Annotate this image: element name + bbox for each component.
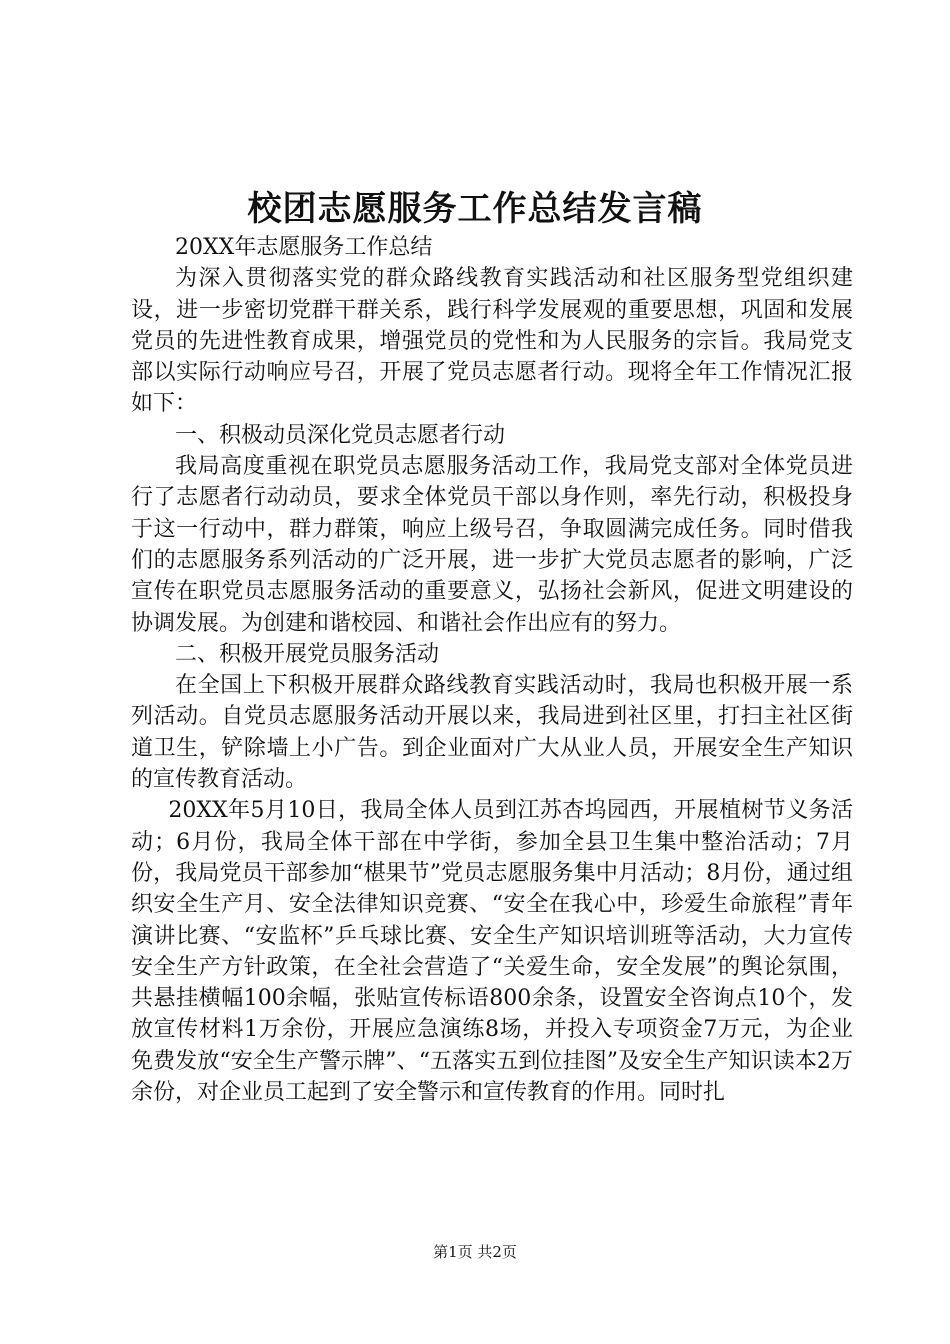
document-body bbox=[131, 232, 853, 1108]
section-1-paragraph: 我局高度重视在职党员志愿服务活动工作，我局党支部对全体党员进行了志愿者行动动员，要求全体党员干部以身作则，率先行动，积极投身于这一行动中，群力群策，响应上级号召，争取圆满完成任务。同时借我们的志愿服务系列活动的广泛开展，进一步扩大党员志愿者的影响，广泛宣传在职党员志愿服务活动的重要意义，弘扬社会新风，促进文明建设的协调发展。为创建和谐校园、和谐社会作出应有的努力。 bbox=[131, 454, 853, 636]
page-footer: 第1页 共2页 bbox=[433, 1243, 517, 1261]
section-heading-1: 一、积极动员深化党员志愿者行动 bbox=[175, 422, 506, 448]
subtitle-paragraph: 20XX年志愿服务工作总结 bbox=[175, 235, 433, 260]
intro-paragraph: 为深入贯彻落实党的群众路线教育实践活动和社区服务型党组织建设，进一步密切党群干群关系，践行科学发展观的重要思想，巩固和发展党员的先进性教育成果，增强党员的党性和为人民服务的宗旨。我局党支部以实际行动响应号召，开展了党员志愿者行动。现将全年工作情况汇报如下： bbox=[131, 266, 853, 417]
section-2-paragraph: 在全国上下积极开展群众路线教育实践活动时，我局也积极开展一系列活动。自党员志愿服务活动开展以来，我局进到社区里，打扫主社区街道卫生，铲除墙上小广告。到企业面对广大从业人员，开展安全生产知识的宣传教育活动。 bbox=[131, 673, 853, 793]
activities-paragraph: 20XX年5月10日，我局全体人员到江苏杏坞园西，开展植树节义务活动；6月份，我局全体干部在中学街，参加全县卫生集中整治活动；7月份，我局党员干部参加“椹果节”党员志愿服务集中月活动；8月份，通过组织安全生产月、安全法律知识竞赛、“安全在我心中，珍爱生命旅程”青年演讲比赛、“安监杯”乒乓球比赛、安全生产知识培训班等活动，大力宣传安全生产方针政策，在全社会营造了“关爱生命，安全发展”的舆论氛围，共悬挂横幅100余幅，张贴宣传标语800余条，设置安全咨询点10个，发放宣传材料1万余份，开展应急演练8场，并投入专项资金7万元，为企业免费发放“安全生产警示牌”、“五落实五到位挂图”及安全生产知识读本2万余份，对企业员工起到了安全警示和宣传教育的作用。同时扎 bbox=[131, 798, 853, 1106]
document-title: 校团志愿服务工作总结发言稿 bbox=[247, 189, 703, 229]
section-heading-2: 二、积极开展党员服务活动 bbox=[175, 641, 440, 667]
